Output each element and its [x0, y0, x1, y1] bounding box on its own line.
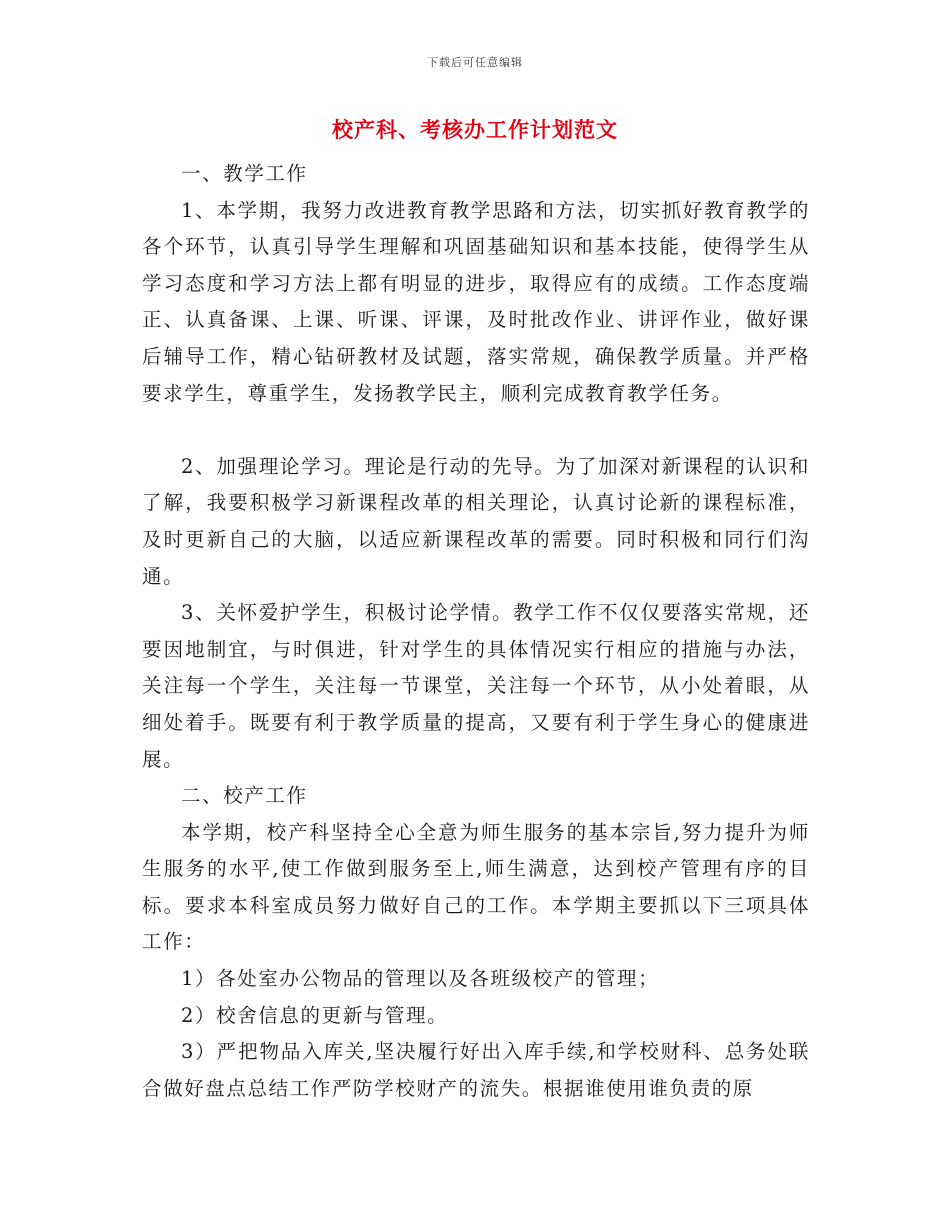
list-item-assets-1: 1）各处室办公物品的管理以及各班级校产的管理； [181, 967, 660, 991]
paragraph-teaching-2: 2、加强理论学习。理论是行动的先导。为了加深对新课程的认识和了解，我要积极学习新课程改革的相关理论，认真讨论新的课程标准，及时更新自己的大脑，以适应新课程改革的需要。同时积极和同行们沟通。 [142, 454, 810, 588]
section-heading-assets: 二、校产工作 [181, 784, 308, 808]
list-item-assets-2: 2）校舍信息的更新与管理。 [181, 1003, 449, 1027]
document-body [142, 156, 810, 1107]
paragraph-teaching-1: 1、本学期，我努力改进教育教学思路和方法，切实抓好教育教学的各个环节，认真引导学生理解和巩固基础知识和基本技能，使得学生从学习态度和学习方法上都有明显的进步，取得应有的成绩。工作态度端正、认真备课、上课、听课、评课，及时批改作业、讲评作业，做好课后辅导工作，精心钻研教材及试题，落实常规，确保教学质量。并严格要求学生，尊重学生，发扬教学民主，顺利完成教育教学任务。 [142, 198, 810, 405]
section-heading-teaching: 一、教学工作 [181, 162, 308, 185]
paragraph-teaching-3: 3、关怀爱护学生，积极讨论学情。教学工作不仅仅要落实常规，还要因地制宜，与时俱进，针对学生的具体情况实行相应的措施与办法，关注每一个学生，关注每一节课堂，关注每一个环节，从小处着眼，从细处着手。既要有利于教学质量的提高，又要有利于学生身心的健康进展。 [142, 601, 810, 771]
paragraph-assets-intro: 本学期，校产科坚持全心全意为师生服务的基本宗旨,努力提升为师生服务的水平,使工作做到服务至上,师生满意，达到校产管理有序的目标。要求本科室成员努力做好自己的工作。本学期主要抓以下三项具体工作： [142, 820, 810, 954]
list-item-assets-3: 3）严把物品入库关,坚决履行好出入库手续,和学校财科、总务处联合做好盘点总结工作严防学校财产的流失。根据谁使用谁负责的原 [142, 1040, 810, 1100]
header-note: 下载后可任意编辑 [427, 56, 523, 69]
document-title: 校产科、考核办工作计划范文 [332, 117, 618, 142]
